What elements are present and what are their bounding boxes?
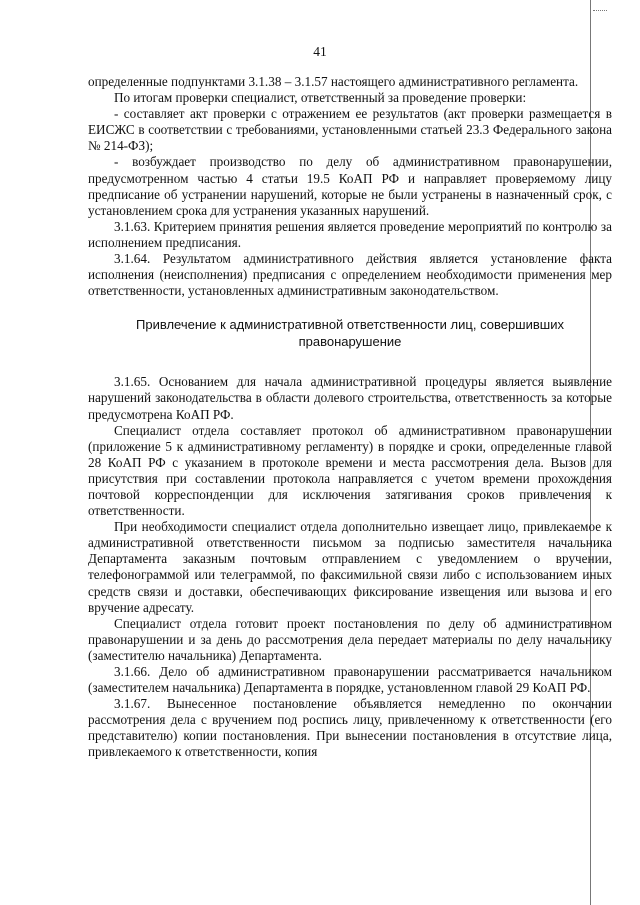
document-body bbox=[88, 74, 612, 761]
paragraph: По итогам проверки специалист, ответственный за проведение проверки: bbox=[114, 90, 527, 106]
scan-mark bbox=[593, 10, 607, 13]
list-item: - составляет акт проверки с отражением ее результатов (акт проверки размещается в ЕИСЖС в соответствии с требованиями, установленными статьей 23.3 Федерального закона № 214-ФЗ); bbox=[88, 106, 612, 154]
paragraph: Специалист отдела готовит проект постановления по делу об административном правонарушении и за день до рассмотрения дела передает материалы по делу начальнику (заместителю начальника) Департамента. bbox=[88, 615, 612, 663]
page-number: 41 bbox=[313, 44, 327, 59]
clause-3-1-66: 3.1.66. Дело об административном правонарушении рассматривается начальником (заместителем начальника) Департамента в порядке, установленном главой 29 КоАП РФ. bbox=[88, 664, 612, 696]
list-item: - возбуждает производство по делу об административном правонарушении, предусмотренном частью 4 статьи 19.5 КоАП РФ и направляет проверяемому лицу предписание об устранении нарушений, которые не были устранены в назначенный срок, с установлением срока для устранения указанных нарушений. bbox=[88, 154, 612, 218]
section-heading: Привлечение к административной ответственности лиц, совершивших правонарушение bbox=[136, 317, 564, 349]
paragraph-continuation: определенные подпунктами 3.1.38 – 3.1.57 настоящего административного регламента. bbox=[88, 74, 579, 89]
clause-3-1-63: 3.1.63. Критерием принятия решения является проведение мероприятий по контролю за исполнением предписания. bbox=[88, 218, 612, 250]
clause-3-1-64: 3.1.64. Результатом административного действия является установление факта исполнения (неисполнения) предписания с определением необходимости применения мер ответственности, установленных административным законодательством. bbox=[88, 251, 612, 299]
clause-3-1-67: 3.1.67. Вынесенное постановление объявляется немедленно по окончании рассмотрения дела с вручением под роспись лицу, привлеченному к ответственности (его представителю) копии постановления. При вынесении постановления в отсутствие лица, привлекаемого к ответственности, копия bbox=[88, 696, 612, 760]
paragraph: Специалист отдела составляет протокол об административном правонарушении (приложение 5 к административному регламенту) в порядке и сроки, определенные главой 28 КоАП РФ с указанием в протоколе времени и места рассмотрения дела. Вызов для присутствия при составлении протокола направляется с учетом времени прохождения почтовой корреспонденции для исключения затягивания сроков привлечения к ответственности. bbox=[88, 422, 612, 519]
paragraph: При необходимости специалист отдела дополнительно извещает лицо, привлекаемое к административной ответственности письмом за подписью заместителя начальника Департамента заказным почтовым отправлением с уведомлением о вручении, телефонограммой или телеграммой, по факсимильной связи либо с использованием иных средств связи и доставки, обеспечивающих фиксирование извещения или вызова и его вручение адресату. bbox=[88, 519, 612, 615]
clause-3-1-65: 3.1.65. Основанием для начала административной процедуры является выявление нарушений законодательства в области долевого строительства, ответственность за которые предусмотрена КоАП РФ. bbox=[88, 374, 612, 422]
